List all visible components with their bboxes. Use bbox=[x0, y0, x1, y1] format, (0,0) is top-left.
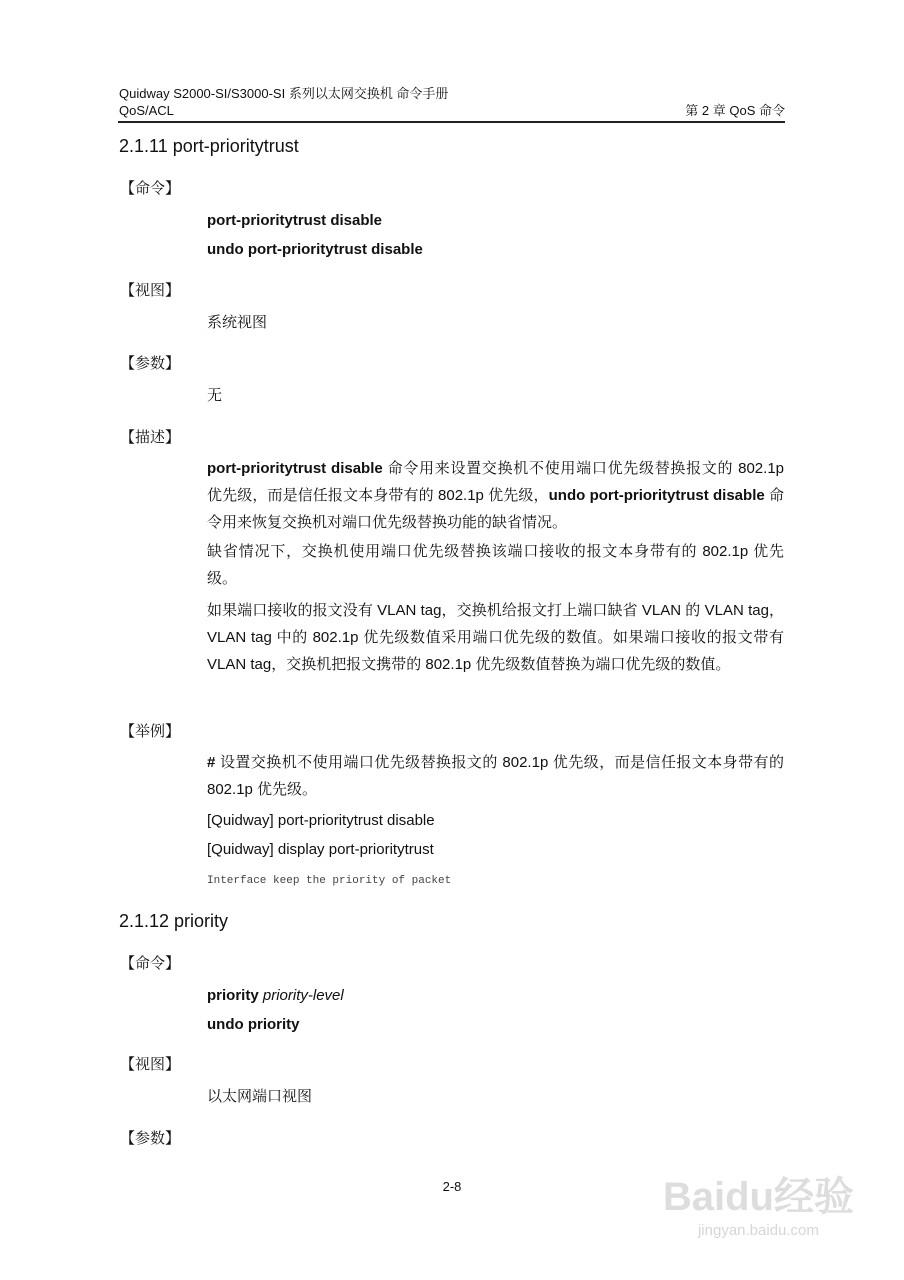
desc-paragraph: 如果端口接收的报文没有 VLAN tag，交换机给报文打上端口缺省 VLAN 的 VLAN tag，VLAN tag 中的 802.1p 优先级数值采用端口优先级的数值。如果端口接收的报文带有 VLAN tag，交换机把报文携带的 802.1p 优先级数值替换为端口优先级的数值。 bbox=[207, 602, 784, 673]
desc-paragraph: 缺省情况下，交换机使用端口优先级替换该端口接收的报文本身带有的 802.1p 优先级。 bbox=[207, 543, 784, 587]
view-label: 【视图】 bbox=[120, 1056, 181, 1073]
page-number: 2-8 bbox=[442, 1179, 462, 1194]
section-heading: 2.1.12 priority bbox=[119, 911, 229, 931]
command-line: port-prioritytrust disable bbox=[207, 212, 383, 229]
example-cmd: [Quidway] display port-prioritytrust bbox=[207, 841, 434, 858]
cmd: priority bbox=[207, 987, 259, 1004]
watermark-text: Baidu经验 bbox=[662, 1175, 854, 1219]
example-label: 【举例】 bbox=[120, 723, 181, 740]
hash: # bbox=[207, 754, 216, 771]
view-text: 以太网端口视图 bbox=[207, 1088, 313, 1105]
header-rule bbox=[118, 121, 785, 123]
section-heading: 2.1.11 port-prioritytrust bbox=[119, 136, 299, 156]
header-title: Quidway S2000-SI/S3000-SI 系列以太网交换机 命令手册 bbox=[119, 86, 449, 101]
view-label: 【视图】 bbox=[120, 282, 181, 299]
example-output: Interface keep the priority of packet bbox=[207, 875, 452, 887]
bold-cmd: port-prioritytrust disable bbox=[207, 460, 383, 477]
example-desc bbox=[207, 749, 784, 803]
param-label: 【参数】 bbox=[120, 355, 181, 372]
command-line: undo priority bbox=[207, 1016, 300, 1033]
desc-label: 【描述】 bbox=[120, 429, 181, 446]
command-line bbox=[207, 982, 784, 1009]
view-text: 系统视图 bbox=[207, 314, 268, 331]
param-text: 无 bbox=[207, 387, 223, 404]
command-label: 【命令】 bbox=[120, 180, 181, 197]
desc-paragraph bbox=[207, 455, 784, 536]
watermark-url: jingyan.baidu.com bbox=[697, 1222, 819, 1239]
command-label: 【命令】 bbox=[120, 955, 181, 972]
command-line: undo port-prioritytrust disable bbox=[207, 241, 423, 258]
text: 命令用来恢复交换机对端口优先级替换功能的缺省情况。 bbox=[207, 487, 784, 531]
header-section: QoS/ACL bbox=[119, 103, 174, 118]
text: 设置交换机不使用端口优先级替换报文的 802.1p 优先级，而是信任报文本身带有的 802.1p 优先级。 bbox=[207, 754, 784, 798]
text: 命令用来设置交换机不使用端口优先级替换报文的 802.1p 优先级，而是信任报文本身带有的 802.1p 优先级， bbox=[207, 460, 785, 504]
example-cmd: [Quidway] port-prioritytrust disable bbox=[207, 812, 435, 829]
watermark-logo bbox=[663, 1165, 854, 1239]
arg: priority-level bbox=[258, 987, 344, 1004]
header-chapter: 第 2 章 QoS 命令 bbox=[685, 103, 785, 118]
bold-cmd: undo port-prioritytrust disable bbox=[548, 487, 765, 504]
param-label: 【参数】 bbox=[120, 1130, 181, 1147]
